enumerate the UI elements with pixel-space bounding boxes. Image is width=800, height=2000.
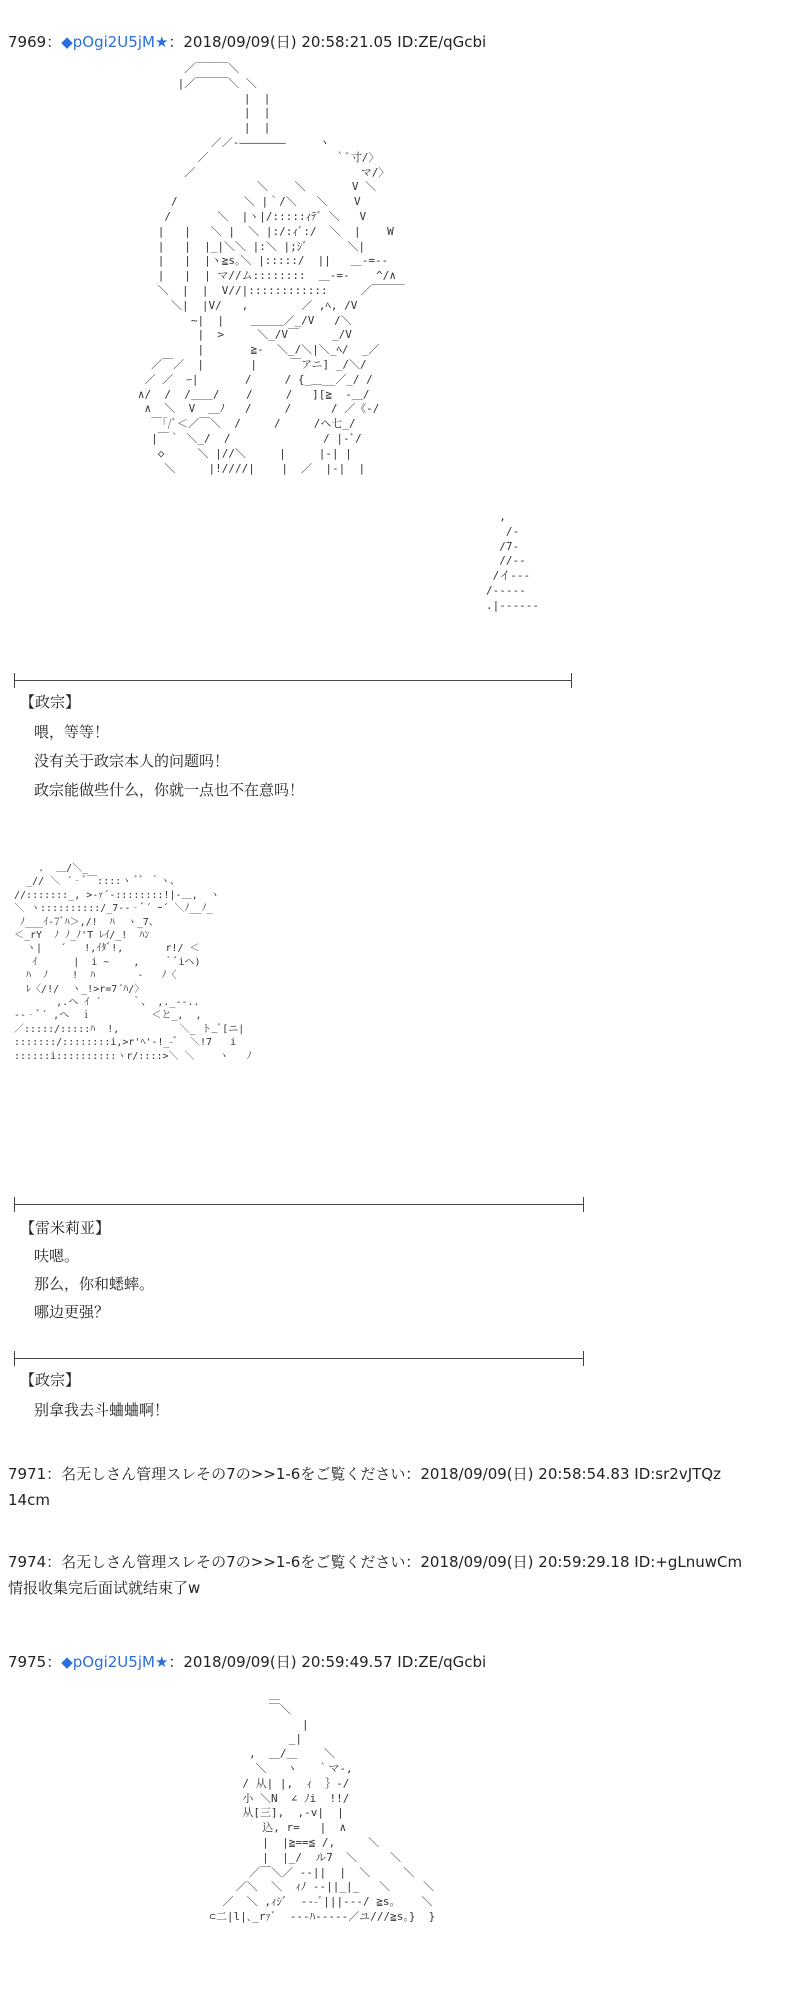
ascii-art-remilia: . ＿/＼_ _// ＼ ´‐ﾞ￣::::ヽ ﾞﾞ ｀ヽ、 //:::::::_, >-ｧ´-::::::::!|-＿, ヽ ＼ ヽ::::::::::/_7--‐ﾞ´ ｰ´ ＼ﾉ__ﾉ_ ﾉ___ｲ-7ﾞﾊ＞,/! ﾊ ヽ_7、 ＜_rY ﾉ ﾉ_ﾉ'T ﾚｲ/_! ﾊﾝ ヽ| ´ !,ｲﾀﾞ!, r!/ ＜ ｲ | i ~ , ｀ﾞiヘ) ﾊ ﾉ ! ﾊ ‐ ﾉ〈 ﾚ〈/!/ ヽ_!>r=7´ﾊ/〉 ,.ヘ ｲ ´ ｀、 ,._--.. --‐ﾞ´ ,ヘ ｉ ＜と_, , ／:::::/:::::ﾊ !, ＼_ ト_ﾞ[ニ| :::::::/::::::::i,>r'ﾍ'-!_-ﾞ ＼!7 i ::::::i::::::::::ヽr/::::>＼ ＼ ヽ ﾉ: [14, 863, 252, 1062]
post-number[interactable]: 7975: [8, 1653, 47, 1671]
post-header-7969: [8, 32, 486, 52]
dialogue-line: 没有关于政宗本人的问题吗！: [34, 752, 230, 770]
divider-cap-left: [14, 1351, 15, 1366]
divider-cap-right: [571, 673, 572, 688]
dialogue-line: 哪边更强？: [34, 1303, 110, 1321]
dialogue-line: 政宗能做些什么，你就一点也不在意吗！: [34, 781, 305, 799]
reply-body-7971: 14cm: [8, 1491, 50, 1509]
speaker-label: 【政宗】: [20, 693, 81, 711]
divider-cap-left: [14, 1197, 15, 1212]
ascii-art-masamune-right: , /- /7- //-- /イ--- /----- .|------: [486, 510, 539, 612]
divider-cap-left: [14, 673, 15, 688]
speaker-label: 【雷米莉亚】: [20, 1219, 111, 1237]
poster-trip: ◆pOgi2U5jM: [61, 1653, 155, 1671]
dialogue-line: 那么，你和蟋蟀。: [34, 1275, 155, 1293]
post-header-7975: [8, 1652, 486, 1672]
reply-header-7971: 7971：名无しさん管理スレその7の>>1-6をご覧ください：2018/09/09(日) 20:58:54.83 ID:sr2vJTQz: [8, 1465, 721, 1483]
divider-cap-right: [583, 1351, 584, 1366]
speaker-label: 【政宗】: [20, 1371, 81, 1389]
divider-line: [14, 1358, 584, 1359]
star-icon: ★: [154, 33, 169, 51]
post-meta: ：2018/09/09(日) 20:58:21.05 ID:ZE/qGcbi: [168, 33, 487, 51]
dialogue-line: 呋嗯。: [34, 1247, 80, 1265]
reply-header-7974: 7974：名无しさん管理スレその7の>>1-6をご覧ください：2018/09/09(日) 20:59:29.18 ID:+gLnuwCm: [8, 1553, 743, 1571]
dialogue-line: 别拿我去斗蛐蛐啊！: [34, 1401, 170, 1419]
divider-line: [14, 1204, 584, 1205]
post-sep: ：: [46, 1653, 62, 1671]
dialogue-line: 喂，等等！: [34, 723, 110, 741]
post-meta: ：2018/09/09(日) 20:59:49.57 ID:ZE/qGcbi: [168, 1653, 487, 1671]
divider-cap-right: [583, 1197, 584, 1212]
divider-line: [14, 680, 572, 681]
reply-body-7974: 情报收集完后面试就结束了w: [8, 1579, 201, 1597]
ascii-art-bottom: ＿ ￣＼ | _| , ＿/＿ ＼ ＼ ヽ ｀マ-, / 从| |, ｨ ｝-/ 小 ＼N ∠ ﾉi !!/ 从[三], ,-v| | 込, r= | ∧ | |≧==≦ /, ＼ | |_/ ル7 ＼ ＼ ／￣＼／ ‐-|| | ＼ ＼ ／＼ ＼ ｨﾉ -‐||_|_ ＼ ＼ ／ ＼ ,ｨｼﾞ ‐--ﾞ|||---/ ≧s｡ ＼ ⊂二|l|､_rｧﾞ ‐--ﾊ-----／ユ///≧s｡} }: [209, 1688, 436, 1923]
star-icon: ★: [154, 1653, 169, 1671]
post-sep: ：: [46, 33, 62, 51]
ascii-art-masamune: ／￣￣￣＼ |／￣￣￣＼ ＼ | | | | | | ／／-――――――― ヽ ／ ｀ﾞ寸/〉 ／ マ/〉 ＼ ＼ V ＼ / ＼ |｀/＼ ＼ V / ＼ |ヽ|/:::::ｨﾃﾞ ＼ V | | ＼ | ＼ |:/:ｨﾞ:/ ＼ | W | | |_|＼＼ |:＼ |;ｼﾞ ＼| | | |ヽ≧s｡＼ |:::::/ || ＿-=-‐ | | | マ//ム:::::::: ＿-=- ^/∧ ＼ | | V//|:::::::::::: ／￣￣￣ ＼| |V/ , ／ ,ﾍ, /V ~| | ＿＿＿／_/V /＼ | > ＼_/V￣ _/V | ≧- ＼_/＼|＼_ﾍ/ _／ ／￣／ | | ￣アニ] _/＼/ ／ ／ ｰ| / / {_＿__／_/ / ∧/ / /＿＿/ / / ][≧ -＿/ ∧ ＼ V ＿ﾉ / / / ／《-/ ￣｢/ﾞ＜／￣＼ / / /ヘ七_/ |￣｀ ＼_/ / / |-ﾞ/ ◇ ＼ |//＼ | |-| | ＼ |!////| | ／ |-| |: [137, 62, 405, 475]
post-number[interactable]: 7969: [8, 33, 47, 51]
poster-trip: ◆pOgi2U5jM: [61, 33, 155, 51]
